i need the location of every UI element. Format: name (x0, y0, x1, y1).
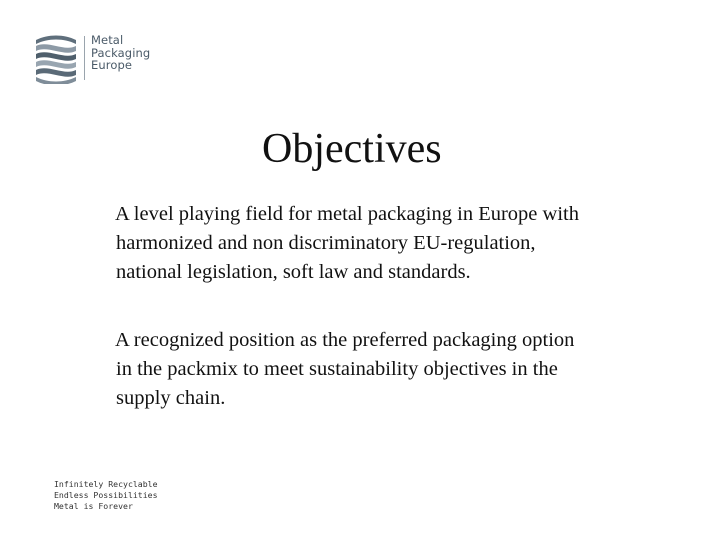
objective-paragraph-2 (115, 326, 685, 413)
objective-1-line-3: national legislation, soft law and standards. (116, 261, 471, 283)
logo-line-packaging: Packaging (91, 45, 151, 60)
logo-wordmark (91, 34, 150, 72)
tagline-line-1: Infinitely Recyclable (54, 479, 158, 489)
objective-1-line-1: A level playing field for metal packaging in Europe with (115, 203, 579, 225)
objective-2-line-2: in the packmix to meet sustainability objectives in the (116, 358, 558, 380)
objective-2-line-1: A recognized position as the preferred packaging option (115, 329, 575, 351)
objective-paragraph-1 (115, 200, 685, 287)
logo-coil-icon (34, 34, 78, 84)
objective-1-line-2: harmonized and non discriminatory EU-regulation, (116, 232, 536, 254)
objective-2-line-3: supply chain. (116, 387, 226, 409)
footer-tagline (54, 479, 158, 512)
logo-line-metal: Metal (91, 33, 124, 47)
metal-packaging-europe-logo (34, 34, 164, 88)
tagline-line-2: Endless Possibilities (54, 490, 158, 500)
slide-title: Objectives (262, 126, 442, 172)
tagline-line-3: Metal is Forever (54, 501, 133, 511)
logo-line-europe: Europe (91, 58, 133, 72)
logo-divider (84, 36, 85, 80)
